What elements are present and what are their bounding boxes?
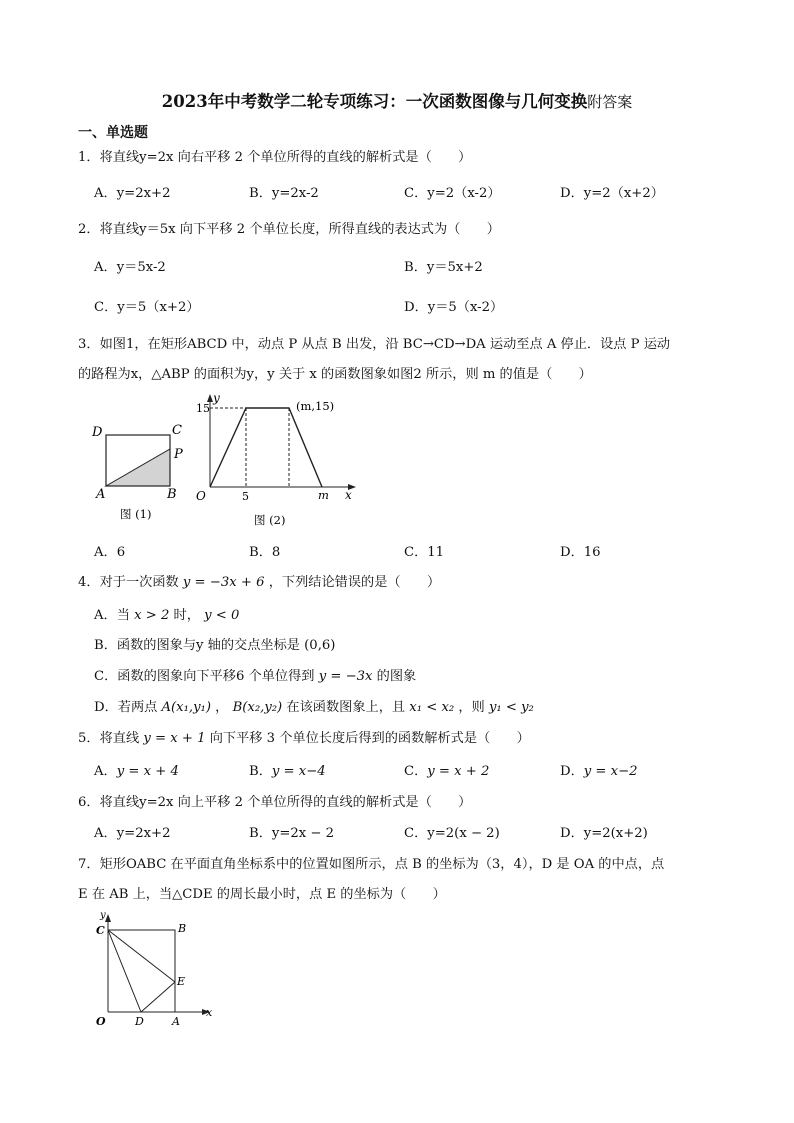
q4-function: y = −3x + 6 bbox=[182, 575, 265, 590]
q1-stem: 1．将直线y=2x 向右平移 2 个单位所得的直线的解析式是（ ） bbox=[78, 150, 472, 165]
q7-label-o: O bbox=[96, 1015, 106, 1028]
x-axis-label: x bbox=[345, 488, 352, 502]
q7-x-label: x bbox=[206, 1006, 213, 1019]
x-tick-5: 5 bbox=[242, 490, 249, 503]
q6-option-c: C．y=2(x − 2) bbox=[404, 826, 500, 841]
q1-option-d: D．y=2（x+2） bbox=[560, 186, 664, 201]
q1-option-b: B．y=2x-2 bbox=[249, 186, 319, 201]
q6-option-d: D．y=2(x+2) bbox=[560, 826, 648, 841]
title-text: 2023年中考数学二轮专项练习：一次函数图像与几何变换 bbox=[161, 92, 588, 111]
q5-option-d: D．y = x−2 bbox=[560, 764, 638, 779]
label-c: C bbox=[172, 423, 182, 438]
y-tick-15: 15 bbox=[196, 402, 210, 415]
title-suffix: 附答案 bbox=[587, 93, 633, 111]
q3-option-c: C．11 bbox=[404, 545, 445, 560]
q7-stem-line1: 7．矩形OABC 在平面直角坐标系中的位置如图所示，点 B 的坐标为（3，4），D 是 OA 的中点，点 bbox=[78, 857, 665, 872]
q5-stem: 5．将直线 y = x + 1 向下平移 3 个单位长度后得到的函数解析式是（ ） bbox=[78, 731, 530, 746]
fig2-caption: 图 (2) bbox=[254, 513, 286, 527]
q4-option-c: C．函数的图象向下平移6 个单位得到 y = −3x 的图象 bbox=[94, 669, 417, 684]
q4-option-b: B．函数的图象与y 轴的交点坐标是 (0,6) bbox=[94, 638, 336, 653]
q2-option-b: B．y＝5x+2 bbox=[404, 260, 483, 275]
q7-label-c: C bbox=[96, 924, 105, 937]
q6-option-a: A．y=2x+2 bbox=[94, 826, 171, 841]
q4-stem: 4．对于一次函数 y = −3x + 6 ，下列结论错误的是（ ） bbox=[78, 575, 441, 590]
fig1-caption: 图 (1) bbox=[120, 507, 152, 521]
q1-option-c: C．y=2（x-2） bbox=[404, 186, 501, 201]
x-tick-m: m bbox=[318, 488, 329, 502]
label-a: A bbox=[96, 487, 106, 502]
q4-option-d: D．若两点 A(x₁,y₁) ， B(x₂,y₂) 在该函数图象上，且 x₁ < x₂ ，则 y₁ < y₂ bbox=[94, 700, 534, 715]
q7-stem-line2: E 在 AB 上，当△CDE 的周长最小时，点 E 的坐标为（ ） bbox=[78, 887, 446, 902]
label-b: B bbox=[167, 487, 177, 502]
q7-label-e: E bbox=[177, 975, 186, 988]
point-label: (m,15) bbox=[296, 399, 335, 413]
origin-label: O bbox=[196, 489, 206, 503]
q1-option-a: A．y=2x+2 bbox=[94, 186, 171, 201]
q3-option-a: A．6 bbox=[94, 545, 126, 560]
q3-figure-1 bbox=[91, 423, 183, 521]
q3-option-d: D．16 bbox=[560, 545, 601, 560]
rectangle-oabc bbox=[108, 930, 175, 1012]
section-heading: 一、单选题 bbox=[78, 125, 148, 141]
q3-stem-line1: 3．如图1，在矩形ABCD 中，动点 P 从点 B 出发，沿 BC→CD→DA 运动至点 A 停止．设点 P 运动 bbox=[78, 337, 671, 352]
q7-label-a: A bbox=[172, 1015, 180, 1028]
label-d: D bbox=[92, 425, 103, 440]
q2-option-d: D．y＝5（x-2） bbox=[404, 300, 504, 315]
q5-option-b: B．y = x−4 bbox=[249, 764, 326, 779]
q2-option-a: A．y＝5x-2 bbox=[94, 260, 166, 275]
q2-option-c: C．y＝5（x+2） bbox=[94, 300, 200, 315]
q2-stem: 2．将直线y＝5x 向下平移 2 个单位长度，所得直线的表达式为（ ） bbox=[78, 222, 500, 237]
graph-polyline bbox=[210, 408, 322, 487]
q7-label-d: D bbox=[135, 1015, 144, 1028]
q4-option-a: A．当 x > 2 时， y < 0 bbox=[94, 608, 240, 623]
q3-figure-2 bbox=[196, 391, 356, 527]
q7-y-arrow bbox=[105, 914, 111, 922]
q6-stem: 6．将直线y=2x 向上平移 2 个单位所得的直线的解析式是（ ） bbox=[78, 795, 472, 810]
q3-stem-line2: 的路程为x，△ABP 的面积为y，y 关于 x 的函数图象如图2 所示，则 m 的值是（ ） bbox=[78, 367, 592, 382]
q6-option-b: B．y=2x − 2 bbox=[249, 826, 335, 841]
q7-y-label: y bbox=[100, 910, 106, 921]
segment-de bbox=[141, 982, 175, 1012]
q5-option-c: C．y = x + 2 bbox=[404, 764, 490, 779]
q7-figure bbox=[96, 910, 213, 1028]
q3-option-b: B．8 bbox=[249, 545, 281, 560]
q5-option-a: A．y = x + 4 bbox=[94, 764, 179, 779]
y-axis-label: y bbox=[213, 391, 220, 405]
q7-label-b: B bbox=[178, 922, 187, 935]
triangle-abp-shading bbox=[106, 449, 170, 486]
label-p: P bbox=[174, 447, 183, 462]
